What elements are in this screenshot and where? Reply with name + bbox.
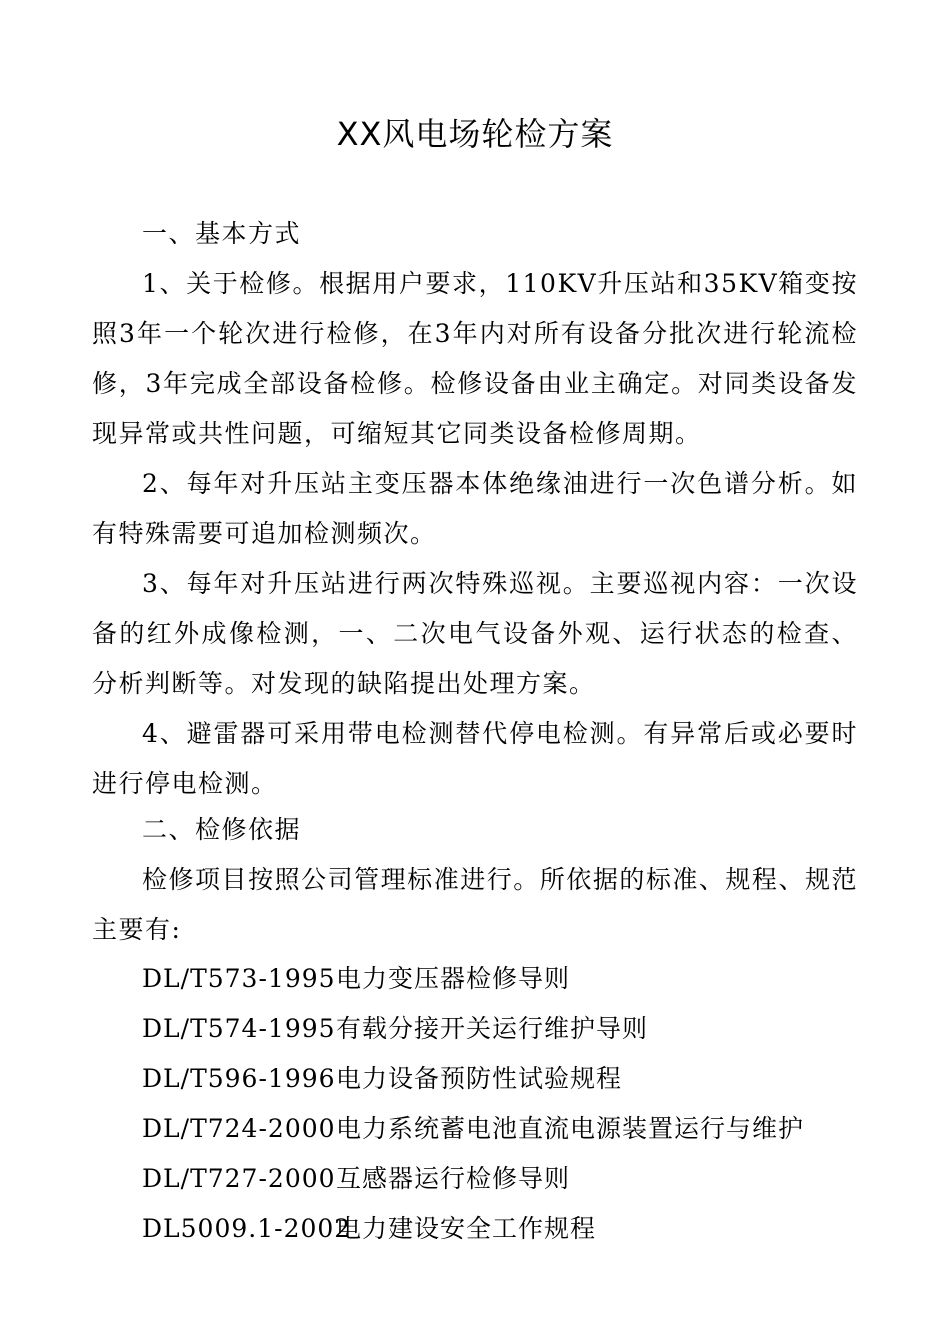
paragraph-4: 4、避雷器可采用带电检测替代停电检测。有异常后或必要时进行停电检测。 — [92, 719, 858, 798]
standard-row — [142, 1004, 648, 1054]
paragraph-2: 2、每年对升压站主变压器本体绝缘油进行一次色谱分析。如有特殊需要可追加检测频次。 — [92, 469, 858, 548]
standard-name: 电力变压器检修导则 — [336, 964, 571, 993]
standard-name: 电力建设安全工作规程 — [336, 1214, 597, 1243]
paragraph-3: 3、每年对升压站进行两次特殊巡视。主要巡视内容：一次设备的红外成像检测，一、二次电气设备外观、运行状态的检查、分析判断等。对发现的缺陷提出处理方案。 — [92, 569, 858, 698]
standard-code: DL/T724-2000 — [142, 1114, 336, 1143]
standard-name: 电力系统蓄电池直流电源装置运行与维护 — [336, 1114, 805, 1143]
section2-heading: 二、检修依据 — [142, 815, 302, 844]
section2-intro: 检修项目按照公司管理标准进行。所依据的标准、规程、规范主要有: — [92, 865, 858, 944]
standard-row — [142, 1154, 570, 1204]
standard-code: DL/T574-1995 — [142, 1014, 336, 1043]
document-title: XX风电场轮检方案 — [336, 115, 614, 153]
standard-name: 互感器运行检修导则 — [336, 1164, 571, 1193]
standard-row — [142, 1104, 804, 1154]
section2-intro-block — [92, 855, 858, 955]
section1-heading: 一、基本方式 — [142, 219, 302, 248]
section1-body — [92, 259, 858, 809]
standard-name: 电力设备预防性试验规程 — [336, 1064, 623, 1093]
standard-code: DL/T573-1995 — [142, 964, 336, 993]
standard-code: DL/T596-1996 — [142, 1064, 336, 1093]
standard-name: 有载分接开关运行维护导则 — [336, 1014, 649, 1043]
standard-row — [142, 954, 570, 1004]
standard-code: DL/T727-2000 — [142, 1164, 336, 1193]
standard-row — [142, 1204, 596, 1254]
standard-row — [142, 1054, 622, 1104]
paragraph-1: 1、关于检修。根据用户要求，110KV升压站和35KV箱变按照3年一个轮次进行检修，在3年内对所有设备分批次进行轮流检修，3年完成全部设备检修。检修设备由业主确定。对同类设备发现异常或共性问题，可缩短其它同类设备检修周期。 — [92, 269, 858, 448]
standard-code: DL5009.1-2002 — [142, 1214, 352, 1243]
